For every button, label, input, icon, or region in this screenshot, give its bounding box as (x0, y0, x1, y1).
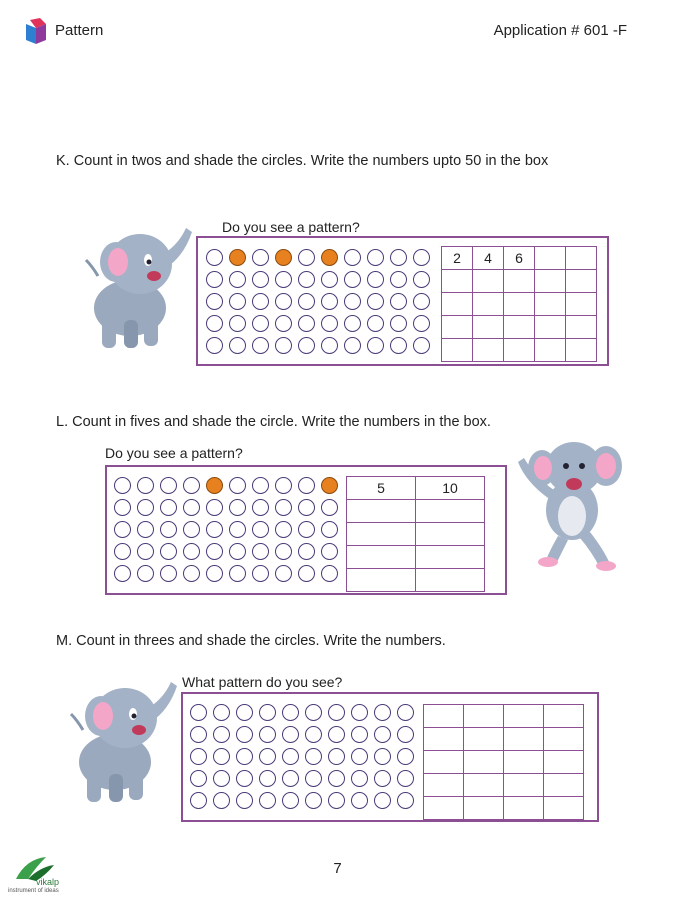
number-cell[interactable] (424, 705, 464, 728)
circle-5[interactable] (298, 249, 315, 266)
circle-49[interactable] (298, 565, 315, 582)
number-cell[interactable] (473, 339, 504, 362)
number-cell[interactable] (566, 247, 597, 270)
circle-17[interactable] (252, 499, 269, 516)
circle-42[interactable] (137, 565, 154, 582)
circle-16[interactable] (229, 499, 246, 516)
number-cell[interactable] (347, 569, 416, 592)
number-cell[interactable] (504, 705, 544, 728)
number-cell[interactable] (442, 293, 473, 316)
circle-5[interactable] (282, 704, 299, 721)
number-cell[interactable] (544, 797, 584, 820)
number-cell[interactable] (504, 751, 544, 774)
number-row (347, 569, 485, 592)
circle-17[interactable] (328, 726, 345, 743)
circle-13[interactable] (160, 499, 177, 516)
circle-23[interactable] (160, 521, 177, 538)
circle-35[interactable] (282, 770, 299, 787)
circle-45[interactable] (282, 792, 299, 809)
circle-37[interactable] (344, 315, 361, 332)
circle-18[interactable] (367, 271, 384, 288)
circle-46[interactable] (305, 792, 322, 809)
circle-22[interactable] (229, 293, 246, 310)
circle-6[interactable] (305, 704, 322, 721)
circle-40[interactable] (413, 315, 430, 332)
number-cell[interactable] (464, 751, 504, 774)
circle-10[interactable] (397, 704, 414, 721)
number-cell[interactable] (504, 728, 544, 751)
number-box-k (441, 246, 597, 362)
circle-29[interactable] (390, 293, 407, 310)
number-row (347, 477, 485, 500)
circle-47[interactable] (252, 565, 269, 582)
circle-46[interactable] (229, 565, 246, 582)
number-cell[interactable] (442, 316, 473, 339)
circle-36[interactable] (321, 315, 338, 332)
number-cell[interactable] (416, 569, 485, 592)
circle-50[interactable] (321, 565, 338, 582)
circle-47[interactable] (344, 337, 361, 354)
number-cell[interactable] (504, 339, 535, 362)
circle-1[interactable] (206, 249, 223, 266)
number-cell[interactable] (504, 270, 535, 293)
circle-7[interactable] (252, 477, 269, 494)
circle-15[interactable] (298, 271, 315, 288)
circle-12[interactable] (137, 499, 154, 516)
circle-10[interactable] (321, 477, 338, 494)
circle-26[interactable] (305, 748, 322, 765)
prompt-m: What pattern do you see? (182, 674, 343, 690)
circle-39[interactable] (298, 543, 315, 560)
exercise-panel-k (196, 236, 609, 366)
circle-31[interactable] (190, 770, 207, 787)
number-cell[interactable]: 2 (442, 247, 473, 270)
number-row (424, 797, 584, 820)
number-cell[interactable] (535, 293, 566, 316)
circle-5[interactable] (206, 477, 223, 494)
circle-36[interactable] (229, 543, 246, 560)
circle-27[interactable] (252, 521, 269, 538)
circle-33[interactable] (252, 315, 269, 332)
number-cell[interactable] (535, 270, 566, 293)
number-row (442, 316, 597, 339)
number-box-l (346, 476, 485, 592)
circle-47[interactable] (328, 792, 345, 809)
circle-9[interactable] (390, 249, 407, 266)
number-cell[interactable] (566, 316, 597, 339)
number-cell[interactable] (566, 293, 597, 316)
circle-2[interactable] (213, 704, 230, 721)
number-cell[interactable]: 10 (416, 477, 485, 500)
circle-40[interactable] (321, 543, 338, 560)
circle-11[interactable] (190, 726, 207, 743)
circle-31[interactable] (114, 543, 131, 560)
number-cell[interactable] (416, 546, 485, 569)
circle-34[interactable] (259, 770, 276, 787)
number-row (347, 523, 485, 546)
circle-21[interactable] (114, 521, 131, 538)
elephant-image-k (78, 216, 194, 350)
number-row (424, 751, 584, 774)
footer-logo-text: vikalp (36, 877, 60, 887)
number-row (442, 270, 597, 293)
circle-42[interactable] (213, 792, 230, 809)
circle-40[interactable] (397, 770, 414, 787)
circle-27[interactable] (328, 748, 345, 765)
circle-12[interactable] (213, 726, 230, 743)
circle-50[interactable] (413, 337, 430, 354)
circle-24[interactable] (183, 521, 200, 538)
circle-27[interactable] (344, 293, 361, 310)
number-cell[interactable] (347, 523, 416, 546)
number-cell[interactable] (535, 316, 566, 339)
prompt-k: Do you see a pattern? (222, 219, 360, 235)
circle-30[interactable] (397, 748, 414, 765)
circle-21[interactable] (206, 293, 223, 310)
circle-11[interactable] (206, 271, 223, 288)
circle-20[interactable] (397, 726, 414, 743)
circle-3[interactable] (160, 477, 177, 494)
number-cell[interactable] (347, 500, 416, 523)
number-cell[interactable] (473, 293, 504, 316)
circle-8[interactable] (367, 249, 384, 266)
number-cell[interactable] (464, 705, 504, 728)
circle-13[interactable] (236, 726, 253, 743)
number-cell[interactable] (424, 751, 464, 774)
circle-24[interactable] (259, 748, 276, 765)
circle-29[interactable] (374, 748, 391, 765)
circle-19[interactable] (374, 726, 391, 743)
circle-37[interactable] (328, 770, 345, 787)
circle-15[interactable] (206, 499, 223, 516)
circle-39[interactable] (374, 770, 391, 787)
circle-38[interactable] (367, 315, 384, 332)
circle-4[interactable] (259, 704, 276, 721)
circle-48[interactable] (275, 565, 292, 582)
circle-26[interactable] (321, 293, 338, 310)
circle-31[interactable] (206, 315, 223, 332)
circle-2[interactable] (137, 477, 154, 494)
circle-24[interactable] (275, 293, 292, 310)
circle-30[interactable] (321, 521, 338, 538)
application-number: Application # 601 -F (493, 22, 627, 39)
circle-29[interactable] (298, 521, 315, 538)
circle-2[interactable] (229, 249, 246, 266)
circle-28[interactable] (275, 521, 292, 538)
circle-1[interactable] (114, 477, 131, 494)
question-m: M. Count in threes and shade the circles. Write the numbers. (56, 633, 446, 649)
circle-32[interactable] (137, 543, 154, 560)
circle-7[interactable] (344, 249, 361, 266)
number-cell[interactable] (473, 316, 504, 339)
number-cell[interactable] (424, 797, 464, 820)
number-cell[interactable] (544, 751, 584, 774)
number-cell[interactable] (464, 797, 504, 820)
circle-49[interactable] (374, 792, 391, 809)
circle-41[interactable] (206, 337, 223, 354)
circle-44[interactable] (259, 792, 276, 809)
circle-16[interactable] (305, 726, 322, 743)
circle-12[interactable] (229, 271, 246, 288)
circle-42[interactable] (229, 337, 246, 354)
circle-8[interactable] (275, 477, 292, 494)
circle-15[interactable] (282, 726, 299, 743)
number-cell[interactable] (535, 339, 566, 362)
circle-45[interactable] (206, 565, 223, 582)
number-row (442, 339, 597, 362)
circle-43[interactable] (252, 337, 269, 354)
circle-grid-m (190, 704, 414, 809)
circle-28[interactable] (367, 293, 384, 310)
circle-14[interactable] (275, 271, 292, 288)
circle-14[interactable] (259, 726, 276, 743)
number-cell[interactable] (464, 728, 504, 751)
number-cell[interactable] (535, 247, 566, 270)
circle-41[interactable] (190, 792, 207, 809)
circle-25[interactable] (282, 748, 299, 765)
number-cell[interactable] (544, 705, 584, 728)
circle-33[interactable] (236, 770, 253, 787)
number-cell[interactable] (544, 728, 584, 751)
pattern-logo-icon (24, 18, 48, 46)
circle-7[interactable] (328, 704, 345, 721)
circle-21[interactable] (190, 748, 207, 765)
circle-46[interactable] (321, 337, 338, 354)
circle-20[interactable] (413, 271, 430, 288)
circle-44[interactable] (183, 565, 200, 582)
number-cell[interactable] (347, 546, 416, 569)
circle-48[interactable] (367, 337, 384, 354)
number-cell[interactable] (504, 797, 544, 820)
circle-41[interactable] (114, 565, 131, 582)
elephant-image-m (62, 670, 180, 804)
circle-33[interactable] (160, 543, 177, 560)
number-cell[interactable] (424, 728, 464, 751)
circle-16[interactable] (321, 271, 338, 288)
circle-grid-k (206, 249, 430, 354)
circle-18[interactable] (351, 726, 368, 743)
footer-tagline: instrument of ideas (8, 888, 59, 894)
circle-8[interactable] (351, 704, 368, 721)
circle-19[interactable] (298, 499, 315, 516)
circle-14[interactable] (183, 499, 200, 516)
exercise-panel-l (105, 465, 507, 595)
header-title: Pattern (55, 22, 104, 39)
number-box-m (423, 704, 584, 820)
circle-4[interactable] (183, 477, 200, 494)
circle-37[interactable] (252, 543, 269, 560)
number-cell[interactable] (416, 523, 485, 546)
number-cell[interactable] (544, 774, 584, 797)
circle-28[interactable] (351, 748, 368, 765)
number-cell[interactable]: 5 (347, 477, 416, 500)
circle-19[interactable] (390, 271, 407, 288)
circle-34[interactable] (275, 315, 292, 332)
number-cell[interactable] (504, 293, 535, 316)
number-cell[interactable] (424, 774, 464, 797)
circle-43[interactable] (160, 565, 177, 582)
circle-39[interactable] (390, 315, 407, 332)
circle-3[interactable] (236, 704, 253, 721)
number-cell[interactable] (416, 500, 485, 523)
number-cell[interactable] (442, 339, 473, 362)
number-cell[interactable] (473, 270, 504, 293)
circle-4[interactable] (275, 249, 292, 266)
circle-50[interactable] (397, 792, 414, 809)
number-cell[interactable] (504, 316, 535, 339)
circle-23[interactable] (252, 293, 269, 310)
number-row (347, 500, 485, 523)
number-cell[interactable]: 6 (504, 247, 535, 270)
prompt-l: Do you see a pattern? (105, 445, 243, 461)
circle-32[interactable] (229, 315, 246, 332)
exercise-panel-m (181, 692, 599, 822)
circle-1[interactable] (190, 704, 207, 721)
circle-30[interactable] (413, 293, 430, 310)
page-number: 7 (333, 860, 342, 877)
circle-32[interactable] (213, 770, 230, 787)
circle-26[interactable] (229, 521, 246, 538)
circle-3[interactable] (252, 249, 269, 266)
circle-grid-l (114, 477, 338, 582)
footer-logo (6, 853, 66, 897)
number-row (424, 774, 584, 797)
circle-48[interactable] (351, 792, 368, 809)
circle-34[interactable] (183, 543, 200, 560)
circle-10[interactable] (413, 249, 430, 266)
number-row (347, 546, 485, 569)
circle-38[interactable] (351, 770, 368, 787)
circle-18[interactable] (275, 499, 292, 516)
number-cell[interactable]: 4 (473, 247, 504, 270)
circle-17[interactable] (344, 271, 361, 288)
circle-49[interactable] (390, 337, 407, 354)
circle-6[interactable] (321, 249, 338, 266)
number-row (424, 705, 584, 728)
circle-9[interactable] (298, 477, 315, 494)
circle-35[interactable] (298, 315, 315, 332)
elephant-image-l (514, 432, 634, 572)
circle-45[interactable] (298, 337, 315, 354)
number-row (442, 247, 597, 270)
circle-13[interactable] (252, 271, 269, 288)
number-row (424, 728, 584, 751)
number-cell[interactable] (464, 774, 504, 797)
number-cell[interactable] (566, 270, 597, 293)
circle-44[interactable] (275, 337, 292, 354)
number-cell[interactable] (442, 270, 473, 293)
circle-9[interactable] (374, 704, 391, 721)
circle-11[interactable] (114, 499, 131, 516)
circle-25[interactable] (298, 293, 315, 310)
circle-22[interactable] (137, 521, 154, 538)
circle-6[interactable] (229, 477, 246, 494)
number-row (442, 293, 597, 316)
circle-36[interactable] (305, 770, 322, 787)
circle-22[interactable] (213, 748, 230, 765)
number-cell[interactable] (504, 774, 544, 797)
circle-23[interactable] (236, 748, 253, 765)
circle-38[interactable] (275, 543, 292, 560)
number-cell[interactable] (566, 339, 597, 362)
question-l: L. Count in fives and shade the circle. Write the numbers in the box. (56, 414, 491, 430)
circle-43[interactable] (236, 792, 253, 809)
question-k: K. Count in twos and shade the circles. Write the numbers upto 50 in the box (56, 153, 549, 169)
circle-25[interactable] (206, 521, 223, 538)
circle-35[interactable] (206, 543, 223, 560)
circle-20[interactable] (321, 499, 338, 516)
